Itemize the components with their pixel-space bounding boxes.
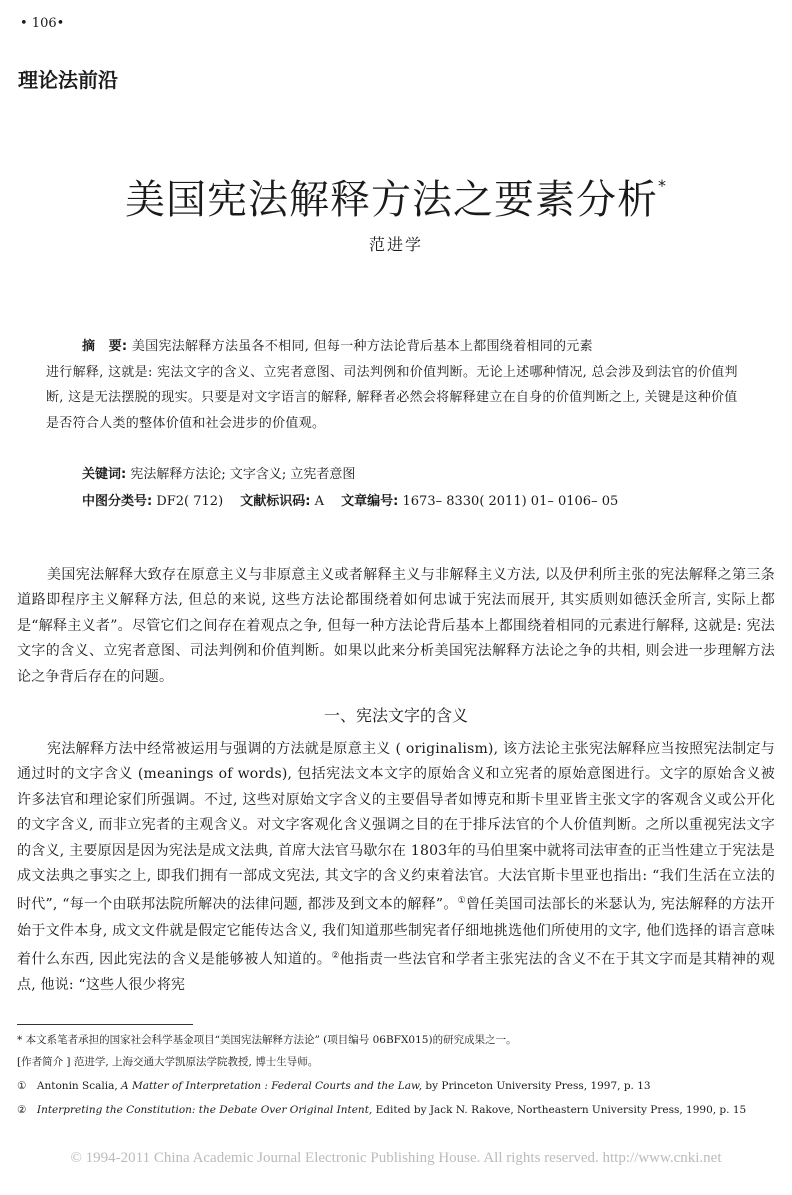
section-text <box>17 737 775 998</box>
footnote-ref-2[interactable]: ② <box>331 950 340 961</box>
abstract-label: 摘 要: <box>82 339 128 354</box>
article-title <box>0 168 792 225</box>
footnote-2-rest: Edited by Jack N. Rakove, Northeastern University Press, 1990, p. 15 <box>375 1104 747 1116</box>
article-id-value: 1673– 8330( 2011) 01– 0106– 05 <box>402 494 619 509</box>
abstract-first-line <box>46 334 746 360</box>
doc-code-value: A <box>314 494 325 509</box>
classification-line <box>82 490 742 509</box>
footnote-1-rest: by Princeton University Press, 1997, p. 13 <box>425 1080 651 1092</box>
footnote-1 <box>17 1078 777 1094</box>
abstract-text: 进行解释, 这就是: 宪法文字的含义、立宪者意图、司法判例和价值判断。无论上述哪种情况, 总会涉及到法官的价值判断, 这是无法摆脱的现实。只要是对文字语言的解释, 解释者必然会将解释建立在自身的价值判断之上, 关键是这种价值是否符合人类的整体价值和社会进步的价值观。 <box>46 364 738 431</box>
footnote-divider <box>17 1024 193 1025</box>
section-text-part2: 曾任美国司法部长的米瑟认为, 宪法解释的方法开始于文件本身, 成文文件就是假定它能传达含义, 我们知道那些制宪者仔细地挑选他们所使用的文字, 他们选择的语言意味着什么东西, 因此宪法的含义是能够被人知道的。 <box>17 897 775 968</box>
footnote-fund: * 本文系笔者承担的国家社会科学基金项目“美国宪法解释方法论” (项目编号 06BFX015)的研究成果之一。 <box>17 1034 517 1046</box>
intro-paragraph <box>17 563 775 690</box>
keywords-label: 关键词: <box>82 467 127 482</box>
footnote-author-bio: [作者简介 ] 范进学, 上海交通大学凯原法学院教授, 博士生导师。 <box>17 1056 319 1068</box>
section-text-part3: 他指责一些法官和学者主张宪法的含义不在于其文字而是其精神的观点, 他说: “这些人很少将宪 <box>17 951 776 993</box>
section-heading: 一、宪法文字的含义 <box>323 706 468 725</box>
copyright-watermark: © 1994-2011 China Academic Journal Electronic Publishing House. All rights reserved. http://www.cnki.net <box>70 1150 722 1166</box>
author-name: 范进学 <box>368 235 423 254</box>
footnote-2 <box>17 1102 777 1118</box>
title-text: 美国宪法解释方法之要素分析 <box>125 177 658 223</box>
abstract <box>46 334 746 436</box>
abstract-text-line1: 美国宪法解释方法虽各不相同, 但每一种方法论背后基本上都围绕着相同的元素 <box>131 339 593 354</box>
footnote-1-mark: ① <box>17 1080 27 1092</box>
section-paragraph <box>17 737 775 998</box>
footnote-2-title: Interpreting the Constitution: the Debate Over Original Intent, <box>36 1104 373 1116</box>
keywords <box>82 463 742 482</box>
footnote-2-mark: ② <box>17 1104 27 1116</box>
title-footnote-mark: * <box>658 176 667 195</box>
column-name: 理论法前沿 <box>18 68 118 92</box>
footnote-1-author: Antonin Scalia, <box>36 1080 118 1092</box>
article-id-label: 文章编号: <box>341 494 399 509</box>
doc-code-label: 文献标识码: <box>240 494 311 509</box>
section-text-part1: 宪法解释方法中经常被运用与强调的方法就是原意主义 ( originalism), 该方法论主张宪法解释应当按照宪法制定与通过时的文字含义 (meanings of words), 包括宪法文本文字的原始含义和立宪者的原始意图进行。文字的原始含义被许多法官和理论家们所强调。不过, 这些对原始文字含义的主要倡导者如博克和斯卡里亚皆主张文字的客观含义或公开化的文字含义, 而非立宪者的主观含义。对文字客观化含义强调之目的在于排斥法官的个人价值判断。之所以重视宪法文字的含义, 主要原因是因为宪法是成文法典, 首席大法官马歇尔在 1803年的马伯里案中就将司法审查的正当性建立于宪法是成文法典之事实之上, 即我们拥有一部成文宪法, 其文字的含义约束着法官。大法官斯卡里亚也指出: “我们生活在立法的时代”, “每一个由联邦法院所解决的法律问题, 都涉及到文本的解释”。 <box>17 741 775 914</box>
clc-value: DF2( 712) <box>156 494 224 509</box>
clc-label: 中图分类号: <box>82 494 153 509</box>
intro-text: 美国宪法解释大致存在原意主义与非原意主义或者解释主义与非解释主义方法, 以及伊利所主张的宪法解释之第三条道路即程序主义解释方法, 但总的来说, 这些方法论都围绕着如何忠诚于宪法而展开, 其实质则如德沃金所言, 实际上都是“解释主义者”。尽管它们之间存在着观点之争, 但每一种方法论背后基本上都围绕着相同的元素进行解释, 这就是: 宪法文字的含义、立宪者意图、司法判例和价值判断。如果以此来分析美国宪法解释方法论之争的共相, 则会进一步理解方法论之争背后存在的问题。 <box>17 567 775 685</box>
keywords-text: 宪法解释方法论; 文字含义; 立宪者意图 <box>130 467 356 482</box>
page-number: • 106• <box>20 16 65 31</box>
footnote-ref-1[interactable]: ① <box>457 896 466 907</box>
footnote-1-title: A Matter of Interpretation : Federal Courts and the Law, <box>121 1080 423 1092</box>
